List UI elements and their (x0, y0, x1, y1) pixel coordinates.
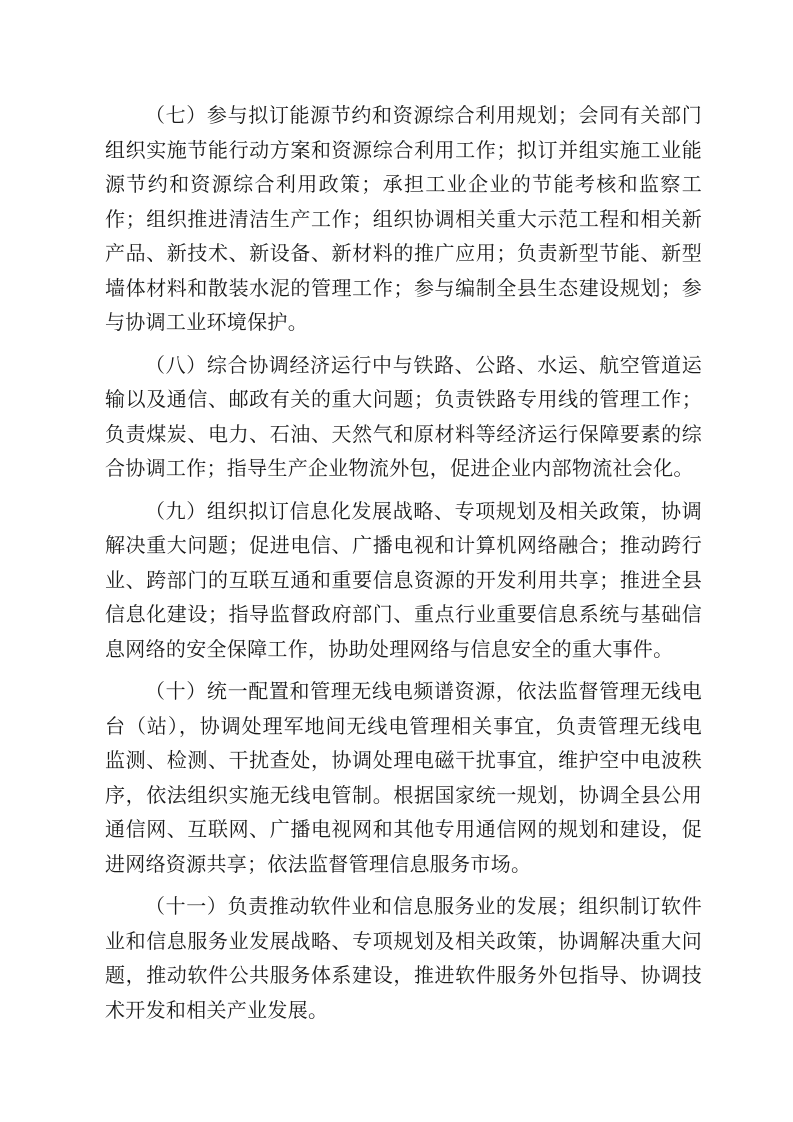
paragraph-7: （七）参与拟订能源节约和资源综合利用规划；会同有关部门组织实施节能行动方案和资源综合利用工作；拟订并组实施工业能源节约和资源综合利用政策；承担工业企业的节能考核和监察工作；组织推进清洁生产工作；组织协调相关重大示范工程和相关新产品、新技术、新设备、新材料的推广应用；负责新型节能、新型墙体材料和散装水泥的管理工作；参与编制全县生态建设规划；参与协调工业环境保护。 (105, 103, 702, 334)
paragraph-11: （十一）负责推动软件业和信息服务业的发展；组织制订软件业和信息服务业发展战略、专项规划及相关政策，协调解决重大问题，推动软件公共服务体系建设，推进软件服务外包指导、协调技术开发和相关产业发展。 (105, 894, 702, 1022)
paragraph-10: （十）统一配置和管理无线电频谱资源，依法监督管理无线电台（站），协调处理军地间无线电管理相关事宜，负责管理无线电监测、检测、干扰查处，协调处理电磁干扰事宜，维护空中电波秩序，依法组织实施无线电管制。根据国家统一规划，协调全县公用通信网、互联网、广播电视网和其他专用通信网的规划和建设，促进网络资源共享；依法监督管理信息服务市场。 (105, 679, 702, 876)
paragraph-8: （八）综合协调经济运行中与铁路、公路、水运、航空管道运输以及通信、邮政有关的重大问题；负责铁路专用线的管理工作；负责煤炭、电力、石油、天然气和原材料等经济运行保障要素的综合协调工作；指导生产企业物流外包，促进企业内部物流社会化。 (105, 352, 702, 480)
document-body (105, 98, 702, 1035)
paragraph-9: （九）组织拟订信息化发展战略、专项规划及相关政策，协调解决重大问题；促进电信、广播电视和计算机网络融合；推动跨行业、跨部门的互联互通和重要信息资源的开发利用共享；推进全县信息化建设；指导监督政府部门、重点行业重要信息系统与基础信息网络的安全保障工作，协助处理网络与信息安全的重大事件。 (105, 498, 702, 661)
